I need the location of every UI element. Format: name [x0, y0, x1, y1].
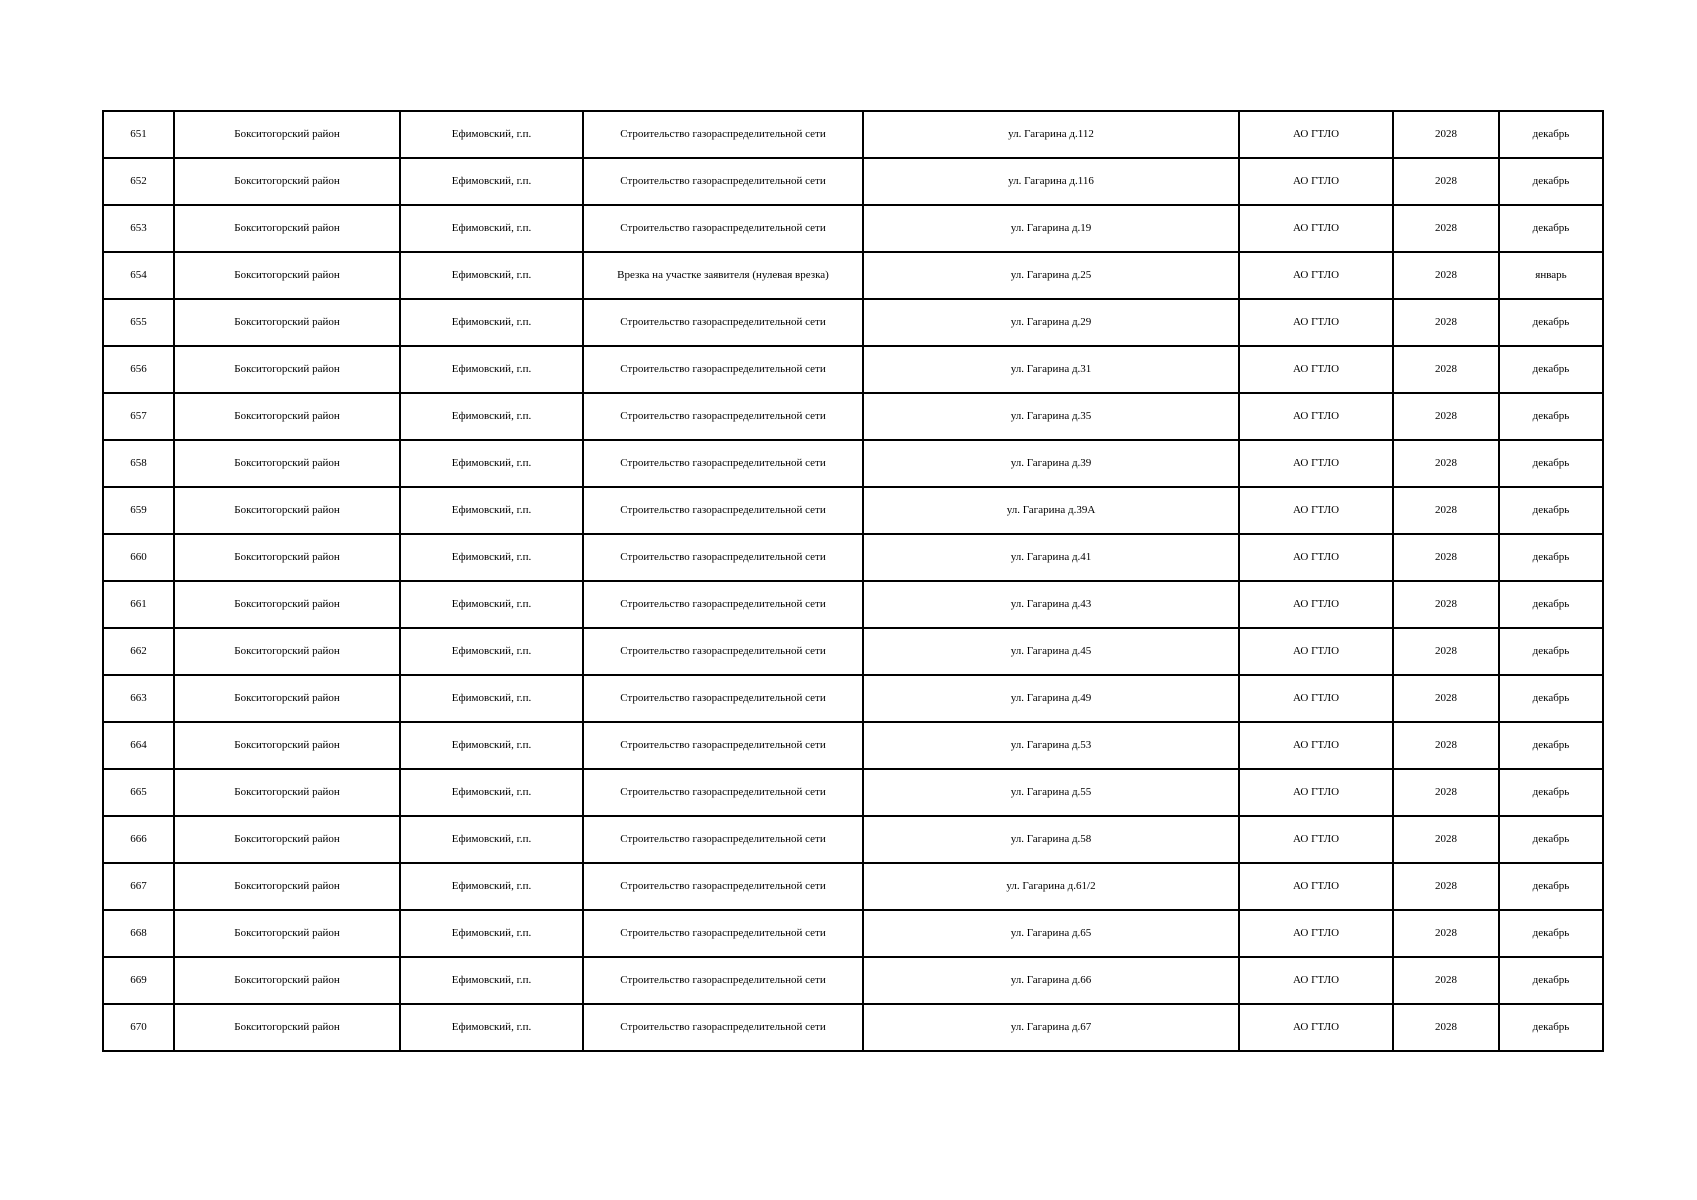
organization-cell: АО ГТЛО: [1239, 1004, 1393, 1051]
year-cell: 2028: [1393, 581, 1499, 628]
address-cell: ул. Гагарина д.66: [863, 957, 1239, 1004]
month-cell: декабрь: [1499, 487, 1603, 534]
month-cell: декабрь: [1499, 393, 1603, 440]
year-cell: 2028: [1393, 346, 1499, 393]
district-cell: Бокситогорский район: [174, 957, 400, 1004]
settlement-cell: Ефимовский, г.п.: [400, 393, 583, 440]
settlement-cell: Ефимовский, г.п.: [400, 111, 583, 158]
organization-cell: АО ГТЛО: [1239, 910, 1393, 957]
address-cell: ул. Гагарина д.49: [863, 675, 1239, 722]
row-number-cell: 669: [103, 957, 174, 1004]
organization-cell: АО ГТЛО: [1239, 628, 1393, 675]
row-number-cell: 670: [103, 1004, 174, 1051]
settlement-cell: Ефимовский, г.п.: [400, 722, 583, 769]
organization-cell: АО ГТЛО: [1239, 957, 1393, 1004]
work-type-cell: Строительство газораспределительной сети: [583, 769, 863, 816]
district-cell: Бокситогорский район: [174, 440, 400, 487]
district-cell: Бокситогорский район: [174, 158, 400, 205]
table-row: [103, 299, 1603, 346]
address-cell: ул. Гагарина д.58: [863, 816, 1239, 863]
month-cell: декабрь: [1499, 158, 1603, 205]
district-cell: Бокситогорский район: [174, 205, 400, 252]
month-cell: декабрь: [1499, 863, 1603, 910]
work-type-cell: Строительство газораспределительной сети: [583, 628, 863, 675]
organization-cell: АО ГТЛО: [1239, 487, 1393, 534]
work-type-cell: Строительство газораспределительной сети: [583, 910, 863, 957]
settlement-cell: Ефимовский, г.п.: [400, 816, 583, 863]
address-cell: ул. Гагарина д.55: [863, 769, 1239, 816]
row-number-cell: 660: [103, 534, 174, 581]
settlement-cell: Ефимовский, г.п.: [400, 910, 583, 957]
work-type-cell: Строительство газораспределительной сети: [583, 346, 863, 393]
table-row: [103, 252, 1603, 299]
month-cell: декабрь: [1499, 910, 1603, 957]
address-cell: ул. Гагарина д.19: [863, 205, 1239, 252]
month-cell: декабрь: [1499, 534, 1603, 581]
address-cell: ул. Гагарина д.31: [863, 346, 1239, 393]
row-number-cell: 654: [103, 252, 174, 299]
district-cell: Бокситогорский район: [174, 910, 400, 957]
district-cell: Бокситогорский район: [174, 722, 400, 769]
settlement-cell: Ефимовский, г.п.: [400, 299, 583, 346]
year-cell: 2028: [1393, 628, 1499, 675]
settlement-cell: Ефимовский, г.п.: [400, 957, 583, 1004]
row-number-cell: 666: [103, 816, 174, 863]
district-cell: Бокситогорский район: [174, 863, 400, 910]
row-number-cell: 652: [103, 158, 174, 205]
address-cell: ул. Гагарина д.116: [863, 158, 1239, 205]
year-cell: 2028: [1393, 675, 1499, 722]
year-cell: 2028: [1393, 393, 1499, 440]
organization-cell: АО ГТЛО: [1239, 675, 1393, 722]
address-cell: ул. Гагарина д.67: [863, 1004, 1239, 1051]
row-number-cell: 659: [103, 487, 174, 534]
year-cell: 2028: [1393, 1004, 1499, 1051]
table-row: [103, 1004, 1603, 1051]
row-number-cell: 661: [103, 581, 174, 628]
row-number-cell: 662: [103, 628, 174, 675]
work-type-cell: Строительство газораспределительной сети: [583, 534, 863, 581]
table-row: [103, 534, 1603, 581]
organization-cell: АО ГТЛО: [1239, 111, 1393, 158]
settlement-cell: Ефимовский, г.п.: [400, 1004, 583, 1051]
table-row: [103, 581, 1603, 628]
settlement-cell: Ефимовский, г.п.: [400, 534, 583, 581]
row-number-cell: 658: [103, 440, 174, 487]
year-cell: 2028: [1393, 440, 1499, 487]
work-type-cell: Строительство газораспределительной сети: [583, 581, 863, 628]
address-cell: ул. Гагарина д.39А: [863, 487, 1239, 534]
settlement-cell: Ефимовский, г.п.: [400, 487, 583, 534]
row-number-cell: 656: [103, 346, 174, 393]
month-cell: декабрь: [1499, 769, 1603, 816]
address-cell: ул. Гагарина д.35: [863, 393, 1239, 440]
district-cell: Бокситогорский район: [174, 534, 400, 581]
settlement-cell: Ефимовский, г.п.: [400, 440, 583, 487]
settlement-cell: Ефимовский, г.п.: [400, 252, 583, 299]
district-cell: Бокситогорский район: [174, 769, 400, 816]
year-cell: 2028: [1393, 722, 1499, 769]
work-type-cell: Строительство газораспределительной сети: [583, 440, 863, 487]
settlement-cell: Ефимовский, г.п.: [400, 158, 583, 205]
address-cell: ул. Гагарина д.39: [863, 440, 1239, 487]
work-type-cell: Строительство газораспределительной сети: [583, 487, 863, 534]
work-type-cell: Строительство газораспределительной сети: [583, 957, 863, 1004]
address-cell: ул. Гагарина д.29: [863, 299, 1239, 346]
year-cell: 2028: [1393, 299, 1499, 346]
organization-cell: АО ГТЛО: [1239, 158, 1393, 205]
table-row: [103, 957, 1603, 1004]
month-cell: декабрь: [1499, 440, 1603, 487]
settlement-cell: Ефимовский, г.п.: [400, 205, 583, 252]
district-cell: Бокситогорский район: [174, 628, 400, 675]
address-cell: ул. Гагарина д.25: [863, 252, 1239, 299]
row-number-cell: 651: [103, 111, 174, 158]
settlement-cell: Ефимовский, г.п.: [400, 581, 583, 628]
settlement-cell: Ефимовский, г.п.: [400, 628, 583, 675]
table-row: [103, 158, 1603, 205]
year-cell: 2028: [1393, 534, 1499, 581]
year-cell: 2028: [1393, 816, 1499, 863]
year-cell: 2028: [1393, 205, 1499, 252]
month-cell: декабрь: [1499, 205, 1603, 252]
work-type-cell: Строительство газораспределительной сети: [583, 675, 863, 722]
organization-cell: АО ГТЛО: [1239, 393, 1393, 440]
work-type-cell: Строительство газораспределительной сети: [583, 722, 863, 769]
row-number-cell: 665: [103, 769, 174, 816]
organization-cell: АО ГТЛО: [1239, 299, 1393, 346]
month-cell: декабрь: [1499, 581, 1603, 628]
organization-cell: АО ГТЛО: [1239, 769, 1393, 816]
table-row: [103, 675, 1603, 722]
register-table: [102, 110, 1604, 1052]
district-cell: Бокситогорский район: [174, 393, 400, 440]
work-type-cell: Строительство газораспределительной сети: [583, 393, 863, 440]
table-row: [103, 393, 1603, 440]
address-cell: ул. Гагарина д.112: [863, 111, 1239, 158]
district-cell: Бокситогорский район: [174, 252, 400, 299]
address-cell: ул. Гагарина д.41: [863, 534, 1239, 581]
year-cell: 2028: [1393, 769, 1499, 816]
row-number-cell: 667: [103, 863, 174, 910]
settlement-cell: Ефимовский, г.п.: [400, 769, 583, 816]
row-number-cell: 657: [103, 393, 174, 440]
organization-cell: АО ГТЛО: [1239, 252, 1393, 299]
district-cell: Бокситогорский район: [174, 581, 400, 628]
work-type-cell: Врезка на участке заявителя (нулевая врезка): [583, 252, 863, 299]
organization-cell: АО ГТЛО: [1239, 722, 1393, 769]
table-row: [103, 722, 1603, 769]
month-cell: декабрь: [1499, 299, 1603, 346]
month-cell: декабрь: [1499, 722, 1603, 769]
month-cell: декабрь: [1499, 957, 1603, 1004]
organization-cell: АО ГТЛО: [1239, 581, 1393, 628]
organization-cell: АО ГТЛО: [1239, 346, 1393, 393]
district-cell: Бокситогорский район: [174, 1004, 400, 1051]
table-row: [103, 628, 1603, 675]
table-row: [103, 863, 1603, 910]
table-body: [103, 111, 1603, 1051]
district-cell: Бокситогорский район: [174, 299, 400, 346]
settlement-cell: Ефимовский, г.п.: [400, 863, 583, 910]
table-row: [103, 440, 1603, 487]
table-row: [103, 769, 1603, 816]
year-cell: 2028: [1393, 863, 1499, 910]
year-cell: 2028: [1393, 158, 1499, 205]
row-number-cell: 664: [103, 722, 174, 769]
district-cell: Бокситогорский район: [174, 111, 400, 158]
work-type-cell: Строительство газораспределительной сети: [583, 863, 863, 910]
organization-cell: АО ГТЛО: [1239, 440, 1393, 487]
district-cell: Бокситогорский район: [174, 346, 400, 393]
work-type-cell: Строительство газораспределительной сети: [583, 158, 863, 205]
year-cell: 2028: [1393, 487, 1499, 534]
work-type-cell: Строительство газораспределительной сети: [583, 299, 863, 346]
month-cell: декабрь: [1499, 111, 1603, 158]
year-cell: 2028: [1393, 252, 1499, 299]
organization-cell: АО ГТЛО: [1239, 534, 1393, 581]
organization-cell: АО ГТЛО: [1239, 205, 1393, 252]
address-cell: ул. Гагарина д.43: [863, 581, 1239, 628]
row-number-cell: 668: [103, 910, 174, 957]
table-row: [103, 910, 1603, 957]
work-type-cell: Строительство газораспределительной сети: [583, 816, 863, 863]
address-cell: ул. Гагарина д.65: [863, 910, 1239, 957]
address-cell: ул. Гагарина д.53: [863, 722, 1239, 769]
year-cell: 2028: [1393, 111, 1499, 158]
table-row: [103, 487, 1603, 534]
month-cell: январь: [1499, 252, 1603, 299]
month-cell: декабрь: [1499, 675, 1603, 722]
row-number-cell: 655: [103, 299, 174, 346]
year-cell: 2028: [1393, 910, 1499, 957]
organization-cell: АО ГТЛО: [1239, 816, 1393, 863]
organization-cell: АО ГТЛО: [1239, 863, 1393, 910]
settlement-cell: Ефимовский, г.п.: [400, 346, 583, 393]
settlement-cell: Ефимовский, г.п.: [400, 675, 583, 722]
row-number-cell: 663: [103, 675, 174, 722]
row-number-cell: 653: [103, 205, 174, 252]
district-cell: Бокситогорский район: [174, 675, 400, 722]
month-cell: декабрь: [1499, 346, 1603, 393]
address-cell: ул. Гагарина д.45: [863, 628, 1239, 675]
address-cell: ул. Гагарина д.61/2: [863, 863, 1239, 910]
month-cell: декабрь: [1499, 628, 1603, 675]
work-type-cell: Строительство газораспределительной сети: [583, 1004, 863, 1051]
table-row: [103, 205, 1603, 252]
month-cell: декабрь: [1499, 816, 1603, 863]
work-type-cell: Строительство газораспределительной сети: [583, 111, 863, 158]
month-cell: декабрь: [1499, 1004, 1603, 1051]
table-row: [103, 346, 1603, 393]
district-cell: Бокситогорский район: [174, 816, 400, 863]
district-cell: Бокситогорский район: [174, 487, 400, 534]
table-row: [103, 816, 1603, 863]
year-cell: 2028: [1393, 957, 1499, 1004]
work-type-cell: Строительство газораспределительной сети: [583, 205, 863, 252]
table-row: [103, 111, 1603, 158]
